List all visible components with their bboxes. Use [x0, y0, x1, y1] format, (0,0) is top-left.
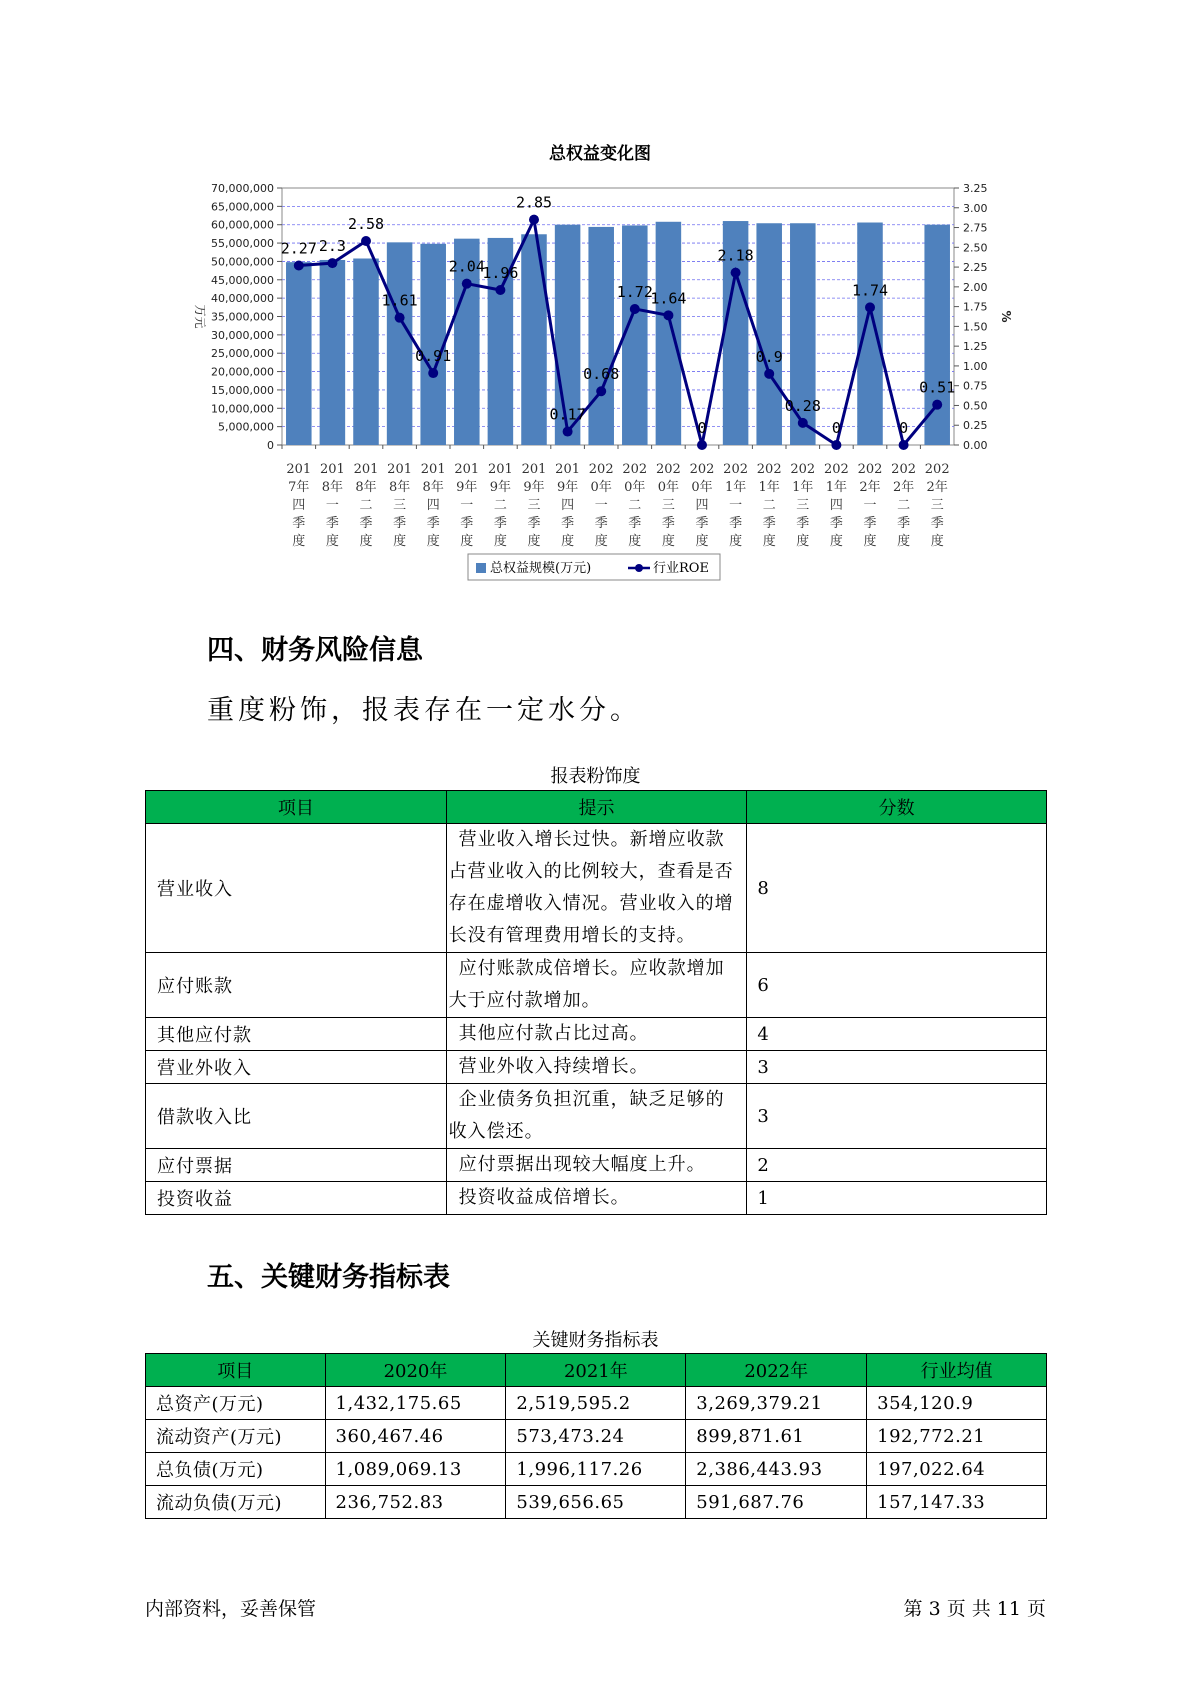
risk-tip-line: 营业收入增长过快。新增应收款 — [458, 829, 725, 850]
left-tick-label: 25,000,000 — [211, 347, 274, 361]
risk-tip — [446, 1084, 747, 1149]
roe-data-label: 2.3 — [318, 237, 346, 256]
left-tick-label: 40,000,000 — [211, 292, 274, 306]
roe-data-label: 0.91 — [415, 347, 452, 366]
legend-line-label: 行业ROE — [653, 561, 709, 576]
footer-confidential-note: 内部资料，妥善保管 — [145, 1598, 317, 1620]
roe-data-label: 0 — [697, 419, 707, 437]
right-tick-label: 2.75 — [963, 221, 988, 235]
table-row — [146, 1387, 1047, 1420]
roe-data-label: 2.18 — [717, 246, 754, 265]
risk-tip — [446, 1018, 747, 1051]
risk-tip — [446, 953, 747, 1018]
x-category-label: 202 0年二季度 — [622, 462, 648, 549]
roe-point — [798, 418, 808, 428]
risk-item: 营业收入 — [146, 824, 447, 953]
x-category-label: 202 2年三季度 — [924, 462, 950, 549]
table-row — [146, 1051, 1047, 1084]
equity-bar — [756, 223, 782, 445]
left-tick-label: 65,000,000 — [211, 200, 274, 214]
equity-bar — [286, 262, 312, 445]
kpi-header-item: 项目 — [146, 1354, 326, 1387]
kpi-value: 354,120.9 — [867, 1387, 1047, 1420]
kpi-section-heading: 五、关键财务指标表 — [207, 1262, 450, 1293]
risk-tip-line: 企业债务负担沉重，缺乏足够的 — [458, 1089, 725, 1110]
roe-data-label: 2.58 — [347, 214, 385, 233]
risk-tip-line: 长没有管理费用增长的支持。 — [448, 925, 696, 946]
equity-bar — [353, 258, 379, 445]
risk-tip-line: 收入偿还。 — [448, 1121, 544, 1142]
x-category-label: 202 1年二季度 — [756, 462, 782, 549]
right-tick-label: 2.00 — [963, 280, 988, 294]
risk-table-header — [146, 791, 1047, 824]
roe-data-label: 0.51 — [919, 378, 956, 397]
kpi-value: 899,871.61 — [686, 1420, 867, 1453]
right-tick-label: 0.50 — [963, 399, 988, 413]
table-row — [146, 1084, 1047, 1149]
roe-data-label: 1.74 — [851, 281, 889, 300]
risk-score: 3 — [747, 1051, 1047, 1084]
x-category-label: 201 8年二季度 — [353, 462, 379, 549]
kpi-item: 流动负债(万元) — [146, 1486, 326, 1519]
x-category-label: 201 9年四季度 — [555, 462, 581, 549]
x-category-label: 201 7年四季度 — [286, 462, 312, 549]
risk-tip — [446, 1182, 747, 1215]
kpi-table-header — [146, 1354, 1047, 1387]
risk-score: 6 — [747, 953, 1047, 1018]
roe-point — [663, 310, 673, 320]
risk-tip — [446, 1051, 747, 1084]
left-axis-label: 万元 — [193, 304, 207, 329]
risk-tip-line: 占营业收入的比例较大，查看是否 — [448, 861, 734, 882]
roe-data-label: 2.27 — [280, 239, 317, 258]
x-category-label: 201 8年三季度 — [387, 462, 413, 549]
risk-tip-line: 投资收益成倍增长。 — [458, 1187, 630, 1208]
right-tick-label: 1.50 — [963, 320, 988, 334]
kpi-value: 573,473.24 — [506, 1420, 686, 1453]
x-category-label: 202 0年一季度 — [588, 462, 614, 549]
risk-tip — [446, 824, 747, 953]
risk-tip-line: 应付票据出现较大幅度上升。 — [458, 1154, 706, 1175]
risk-item: 其他应付款 — [146, 1018, 447, 1051]
header-tip: 提示 — [446, 791, 747, 824]
left-tick-label: 30,000,000 — [211, 328, 274, 342]
right-tick-label: 3.25 — [963, 182, 988, 195]
x-category-label: 201 8年四季度 — [420, 462, 446, 549]
risk-tip-line: 应付账款成倍增长。应收款增加 — [458, 958, 725, 979]
right-tick-label: 2.50 — [963, 241, 988, 255]
left-tick-label: 20,000,000 — [211, 365, 274, 379]
risk-item: 投资收益 — [146, 1182, 447, 1215]
roe-data-label: 1.61 — [381, 291, 418, 310]
risk-section-heading: 四、财务风险信息 — [207, 635, 423, 666]
kpi-value: 236,752.83 — [325, 1486, 506, 1519]
table-row — [146, 1149, 1047, 1182]
kpi-value: 591,687.76 — [686, 1486, 867, 1519]
roe-point — [428, 368, 438, 378]
x-category-label: 201 9年一季度 — [454, 462, 480, 549]
roe-point — [899, 440, 909, 450]
equity-bar — [857, 223, 883, 445]
x-category-label: 201 8年一季度 — [319, 462, 345, 549]
left-tick-label: 70,000,000 — [211, 182, 274, 195]
roe-point — [932, 400, 942, 410]
x-category-label: 202 1年四季度 — [823, 462, 849, 549]
equity-bar — [320, 260, 346, 445]
left-tick-label: 45,000,000 — [211, 273, 274, 287]
left-tick-label: 0 — [267, 439, 274, 452]
left-tick-label: 50,000,000 — [211, 255, 274, 269]
right-tick-label: 1.25 — [963, 340, 988, 354]
kpi-header-industry-avg: 行业均值 — [867, 1354, 1047, 1387]
roe-point — [731, 268, 741, 278]
risk-item: 借款收入比 — [146, 1084, 447, 1149]
risk-score: 4 — [747, 1018, 1047, 1051]
table-row — [146, 1486, 1047, 1519]
equity-bar — [521, 234, 547, 445]
right-tick-label: 1.00 — [963, 359, 988, 373]
risk-summary-text: 重度粉饰，报表存在一定水分。 — [207, 695, 641, 726]
equity-bar — [588, 227, 614, 445]
header-score: 分数 — [747, 791, 1047, 824]
roe-data-label: 0.28 — [784, 396, 821, 415]
roe-data-label: 1.64 — [650, 289, 687, 308]
right-axis-label: % — [999, 310, 1013, 323]
kpi-value: 2,519,595.2 — [506, 1387, 686, 1420]
equity-chart — [0, 130, 1191, 600]
roe-data-label: 2.85 — [515, 193, 553, 212]
equity-bar — [622, 225, 648, 445]
risk-score: 3 — [747, 1084, 1047, 1149]
roe-point — [294, 260, 304, 270]
kpi-item: 总负债(万元) — [146, 1453, 326, 1486]
x-category-label: 201 9年三季度 — [521, 462, 547, 549]
risk-item: 应付票据 — [146, 1149, 447, 1182]
kpi-value: 360,467.46 — [325, 1420, 506, 1453]
kpi-value: 1,089,069.13 — [325, 1453, 506, 1486]
roe-data-label: 0.68 — [583, 365, 620, 384]
roe-point — [361, 236, 371, 246]
risk-item: 营业外收入 — [146, 1051, 447, 1084]
risk-tip-line: 其他应付款占比过高。 — [458, 1023, 649, 1044]
roe-data-label: 0.9 — [755, 347, 783, 366]
roe-point — [865, 302, 875, 312]
roe-data-label: 1.96 — [482, 264, 519, 283]
left-tick-label: 10,000,000 — [211, 402, 274, 416]
x-category-label: 202 2年一季度 — [857, 462, 883, 549]
kpi-value: 3,269,379.21 — [686, 1387, 867, 1420]
x-category-label: 202 1年一季度 — [723, 462, 749, 549]
roe-data-label: 0.17 — [549, 405, 586, 424]
risk-tip-line: 存在虚增收入情况。营业收入的增 — [448, 893, 734, 914]
roe-data-label: 1.72 — [616, 282, 653, 301]
kpi-header-2022: 2022年 — [686, 1354, 867, 1387]
equity-bar — [656, 222, 682, 445]
roe-data-label: 0 — [899, 419, 909, 437]
left-tick-label: 60,000,000 — [211, 218, 274, 232]
kpi-value: 192,772.21 — [867, 1420, 1047, 1453]
roe-point — [327, 258, 337, 268]
x-category-label: 202 0年三季度 — [655, 462, 681, 549]
risk-table-caption: 报表粉饰度 — [550, 766, 641, 787]
chart-svg — [0, 130, 1191, 600]
legend-bar-label: 总权益规模(万元) — [490, 561, 592, 576]
risk-item: 应付账款 — [146, 953, 447, 1018]
risk-tip-line: 营业外收入持续增长。 — [458, 1056, 649, 1077]
chart-title: 总权益变化图 — [549, 144, 651, 164]
roe-point — [563, 427, 573, 437]
table-row — [146, 1453, 1047, 1486]
kpi-value: 1,432,175.65 — [325, 1387, 506, 1420]
roe-point — [462, 279, 472, 289]
kpi-header-2021: 2021年 — [506, 1354, 686, 1387]
legend-line-marker — [635, 564, 643, 572]
kpi-value: 539,656.65 — [506, 1486, 686, 1519]
roe-data-label: 0 — [831, 419, 841, 437]
roe-point — [495, 285, 505, 295]
x-category-label: 202 2年二季度 — [891, 462, 917, 549]
kpi-value: 157,147.33 — [867, 1486, 1047, 1519]
right-tick-label: 2.25 — [963, 261, 988, 275]
risk-score: 1 — [747, 1182, 1047, 1215]
footer-page-number: 第 3 页 共 11 页 — [903, 1598, 1046, 1620]
kpi-header-2020: 2020年 — [325, 1354, 506, 1387]
roe-point — [395, 313, 405, 323]
kpi-table-caption: 关键财务指标表 — [532, 1330, 659, 1351]
right-tick-label: 3.00 — [963, 201, 988, 215]
kpi-item: 总资产(万元) — [146, 1387, 326, 1420]
roe-point — [697, 440, 707, 450]
table-row — [146, 824, 1047, 953]
left-tick-label: 35,000,000 — [211, 310, 274, 324]
roe-point — [630, 304, 640, 314]
x-category-label: 202 1年三季度 — [790, 462, 816, 549]
equity-bar — [387, 242, 413, 445]
x-category-label: 201 9年二季度 — [487, 462, 513, 549]
left-tick-label: 15,000,000 — [211, 383, 274, 397]
risk-tip-line: 大于应付款增加。 — [448, 990, 601, 1011]
equity-bar — [924, 225, 950, 445]
right-tick-label: 0.25 — [963, 419, 988, 433]
kpi-table — [145, 1353, 1047, 1519]
left-tick-label: 55,000,000 — [211, 237, 274, 251]
kpi-value: 1,996,117.26 — [506, 1453, 686, 1486]
roe-data-label: 2.04 — [448, 257, 485, 276]
risk-score: 2 — [747, 1149, 1047, 1182]
roe-point — [596, 386, 606, 396]
legend-bar-swatch — [476, 563, 486, 573]
kpi-value: 197,022.64 — [867, 1453, 1047, 1486]
right-tick-label: 0.00 — [963, 439, 988, 452]
risk-tip — [446, 1149, 747, 1182]
table-row — [146, 1018, 1047, 1051]
roe-point — [529, 215, 539, 225]
right-tick-label: 0.75 — [963, 379, 988, 393]
right-tick-label: 1.75 — [963, 300, 988, 314]
table-row — [146, 953, 1047, 1018]
header-item: 项目 — [146, 791, 447, 824]
roe-point — [831, 440, 841, 450]
kpi-value: 2,386,443.93 — [686, 1453, 867, 1486]
kpi-item: 流动资产(万元) — [146, 1420, 326, 1453]
risk-table — [145, 790, 1047, 1215]
risk-score: 8 — [747, 824, 1047, 953]
x-category-label: 202 0年四季度 — [689, 462, 715, 549]
left-tick-label: 5,000,000 — [218, 420, 274, 434]
table-row — [146, 1420, 1047, 1453]
roe-point — [764, 369, 774, 379]
equity-bar — [420, 244, 446, 445]
table-row — [146, 1182, 1047, 1215]
